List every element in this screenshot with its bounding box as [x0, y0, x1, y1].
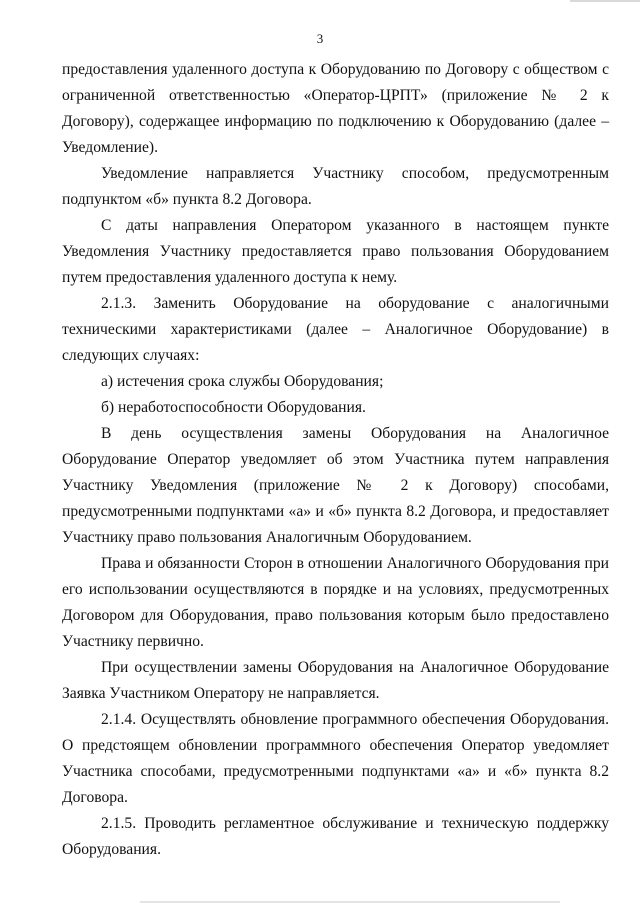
paragraph-notification-method: Уведомление направляется Участнику способом, предусмотренным подпунктом «б» пункта 8.2 Договора.	[62, 165, 609, 208]
paragraph-2-1-5: 2.1.5. Проводить регламентное обслуживание и техническую поддержку Оборудования.	[62, 815, 609, 858]
list-item-b: б) неработоспособности Оборудования.	[101, 399, 366, 416]
page-number: 3	[316, 31, 324, 46]
paragraph-usage-right: С даты направления Оператором указанного в настоящем пункте Уведомления Участнику предоставляется право пользования Оборудованием путем предоставления удаленного доступа к нему.	[62, 217, 609, 286]
paragraph-no-application: При осуществлении замены Оборудования на Аналогичное Оборудование Заявка Участником Оператору не направляется.	[62, 659, 609, 702]
top-scan-edge	[570, 0, 640, 2]
paragraph-remote-access: предоставления удаленного доступа к Оборудованию по Договору с обществом с ограниченной ответственностью «Оператор-ЦРПТ» (приложение № 2 к Договору), содержащее информацию по подключению к Оборудованию (далее – Уведомление).	[62, 61, 609, 156]
bottom-scan-edge	[140, 901, 560, 903]
paragraph-2-1-3: 2.1.3. Заменить Оборудование на оборудование с аналогичными техническими характеристиками (далее – Аналогичное Оборудование) в следующих случаях:	[62, 295, 609, 364]
paragraph-2-1-4: 2.1.4. Осуществлять обновление программного обеспечения Оборудования. О предстоящем обновлении программного обеспечения Оператор уведомляет Участника способами, предусмотренными подпунктами «а» и «б» пункта 8.2 Договора.	[62, 711, 609, 806]
list-item-a: а) истечения срока службы Оборудования;	[101, 373, 384, 390]
paragraph-rights-obligations: Права и обязанности Сторон в отношении Аналогичного Оборудования при его использовании осуществляются в порядке и на условиях, предусмотренных Договором для Оборудования, право пользования которым было предоставлено Участнику первично.	[62, 555, 609, 650]
document-body	[62, 57, 609, 863]
paragraph-replacement-day: В день осуществления замены Оборудования на Аналогичное Оборудование Оператор уведомляет об этом Участника путем направления Участнику Уведомления (приложение № 2 к Договору) способами, предусмотренными подпунктами «а» и «б» пункта 8.2 Договора, и предоставляет Участнику право пользования Аналогичным Оборудованием.	[62, 425, 609, 546]
